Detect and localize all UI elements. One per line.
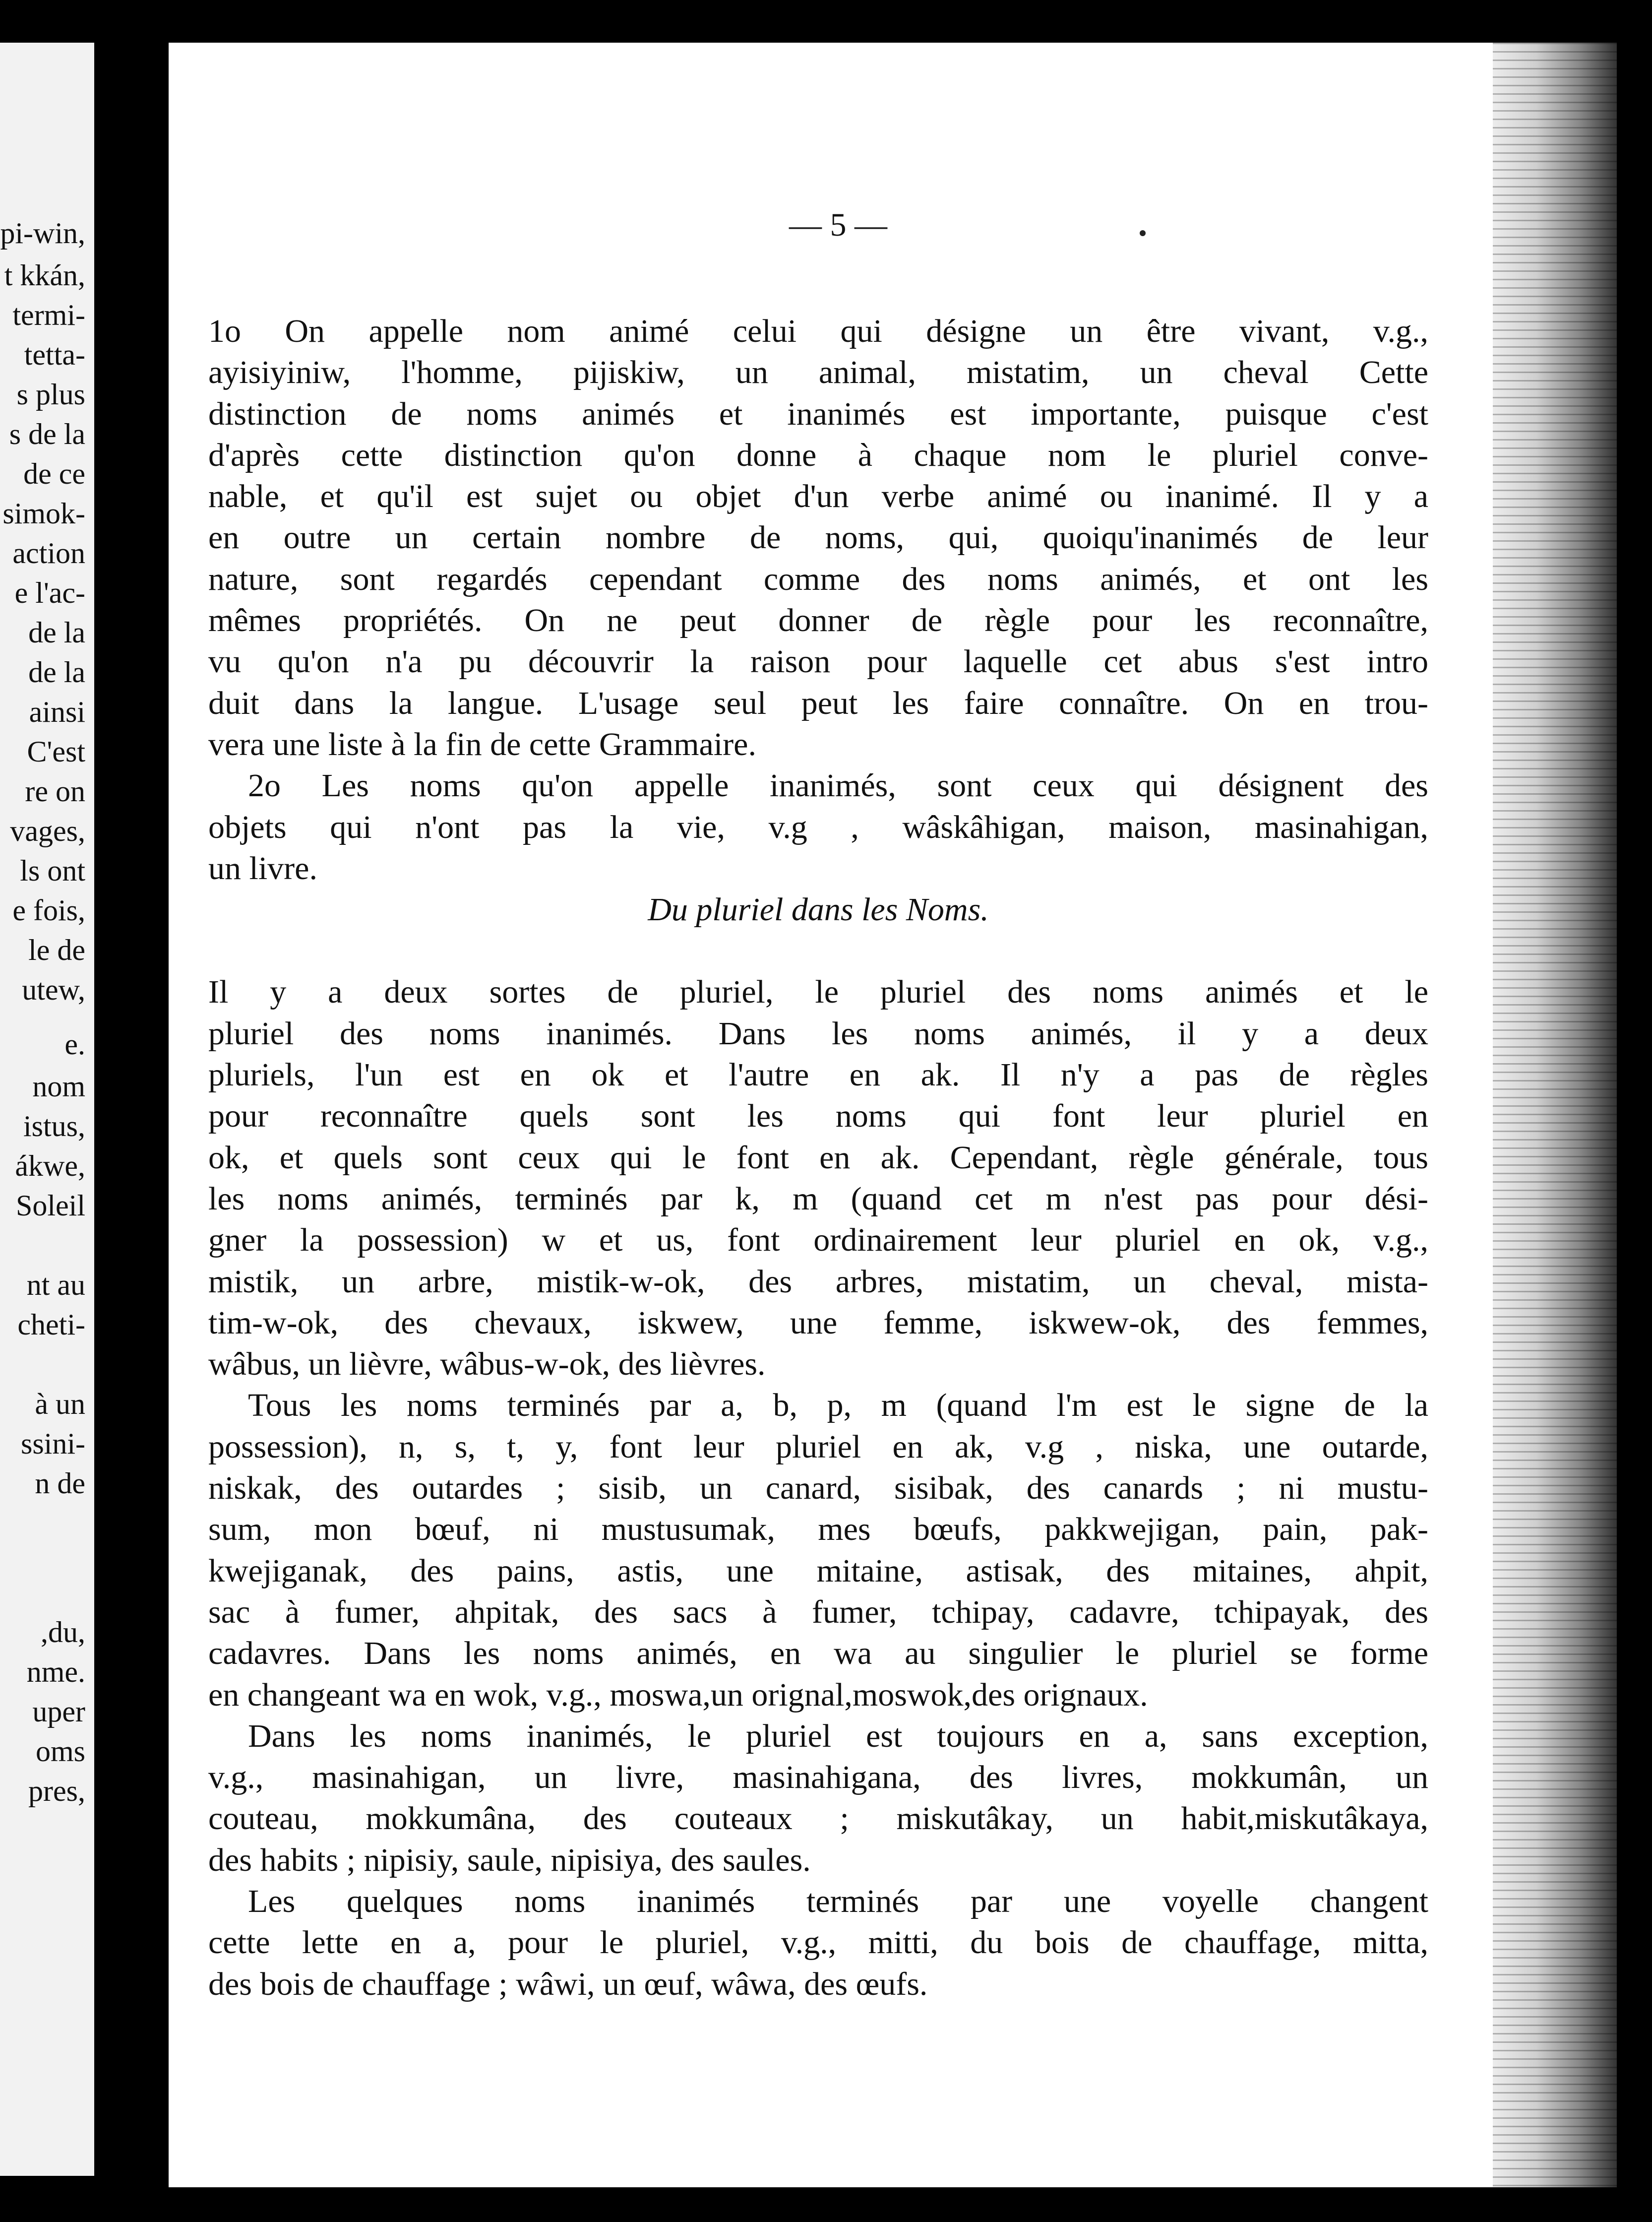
text-line: nable, et qu'il est sujet ou objet d'un verbe animé ou inanimé. Il y a [208, 478, 1428, 515]
left-page-text-fragment: de ce [23, 457, 85, 490]
left-page-text-fragment: pi-win, [0, 217, 85, 250]
paragraph-plural-inanimate [208, 1715, 1428, 1881]
text-line: 1o On appelle nom animé celui qui désigne un être vivant, v.g., [208, 313, 1428, 349]
left-page-text-fragment: de la [28, 616, 85, 649]
left-page-text-fragment: le de [28, 934, 85, 966]
text-line: en changeant wa en wok, v.g., moswa,un orignal,moswok,des orignaux. [208, 1676, 1148, 1713]
left-page-text-fragment: à un [35, 1388, 85, 1420]
text-line: vera une liste à la fin de cette Grammaire. [208, 726, 756, 762]
left-page-text-fragment: C'est [27, 735, 85, 768]
left-page-text-fragment: oms [35, 1735, 85, 1768]
left-page-text-fragment: nom [32, 1070, 85, 1103]
text-line: gner la possession) w et us, font ordinairement leur pluriel en ok, v.g., [208, 1222, 1428, 1259]
paragraph-animate [208, 311, 1428, 765]
left-page-text-fragment: n de [35, 1467, 85, 1500]
text-line: d'après cette distinction qu'on donne à chaque nom le pluriel conve- [208, 437, 1428, 473]
left-page-text-fragment: utew, [22, 973, 85, 1006]
text-line: wâbus, un lièvre, wâbus-w-ok, des lièvres. [208, 1346, 766, 1383]
book-gutter [94, 0, 169, 2222]
text-line: distinction de noms animés et inanimés est importante, puisque c'est [208, 395, 1428, 432]
left-page-text-fragment: e fois, [12, 894, 85, 927]
text-line: un livre. [208, 850, 317, 887]
text-line: des bois de chauffage ; wâwi, un œuf, wâwa, des œufs. [208, 1966, 928, 2002]
text-line: les noms animés, terminés par k, m (quand cet m n'est pas pour dési- [208, 1180, 1428, 1217]
left-page-text-fragment: istus, [23, 1110, 85, 1143]
body-text [208, 311, 1428, 2005]
text-line: pluriels, l'un est en ok et l'autre en ak. Il n'y a pas de règles [208, 1057, 1428, 1093]
left-page-text-fragment: Soleil [15, 1189, 85, 1222]
text-line: possession), n, s, t, y, font leur pluriel en ak, v.g , niska, une outarde, [208, 1428, 1428, 1465]
left-page-text-fragment: ainsi [29, 696, 85, 728]
left-page-text-fragment: termi- [12, 299, 85, 331]
text-line: 2o Les noms qu'on appelle inanimés, sont ceux qui désignent des [248, 767, 1428, 804]
left-page-text-fragment: s de la [9, 418, 85, 450]
left-page-text-fragment: ssini- [20, 1427, 85, 1460]
left-page-text-fragment: e. [64, 1028, 85, 1061]
stray-mark [1140, 230, 1146, 236]
text-line: en outre un certain nombre de noms, qui, quoiqu'inanimés de leur [208, 519, 1428, 556]
text-line: mêmes propriétés. On ne peut donner de règle pour les reconnaître, [208, 602, 1428, 639]
text-line: Il y a deux sortes de pluriel, le pluriel des noms animés et le [208, 974, 1428, 1011]
left-page-text-fragment: action [12, 537, 85, 570]
text-line: cadavres. Dans les noms animés, en wa au singulier le pluriel se forme [208, 1635, 1428, 1672]
left-page-text-fragment: t kkán, [4, 259, 85, 292]
section-heading: Du pluriel dans les Noms. [648, 891, 989, 928]
left-page-text-fragment: de la [28, 656, 85, 689]
left-page-text-fragment: pres, [28, 1775, 85, 1807]
text-line: Dans les noms inanimés, le pluriel est toujours en a, sans exception, [248, 1717, 1428, 1754]
left-page-text-fragment: cheti- [17, 1308, 85, 1341]
text-line: ok, et quels sont ceux qui le font en ak. Cependant, règle générale, tous [208, 1139, 1428, 1176]
paragraph-plural-ak [208, 1385, 1428, 1715]
text-line: Tous les noms terminés par a, b, p, m (quand l'm est le signe de la [248, 1387, 1428, 1424]
left-page-text-fragment: tetta- [24, 338, 85, 371]
text-line: objets qui n'ont pas la vie, v.g , wâskâhigan, maison, masinahigan, [208, 809, 1428, 845]
paragraph-plural-types [208, 971, 1428, 1385]
left-page-text-fragment: ,du, [41, 1616, 85, 1649]
paragraph-vowel-ending [208, 1881, 1428, 2005]
right-page-edge [1493, 43, 1617, 2187]
text-line: kwejiganak, des pains, astis, une mitaine, astisak, des mitaines, ahpit, [208, 1552, 1428, 1589]
text-line: des habits ; nipisiy, saule, nipisiya, des saules. [208, 1841, 811, 1878]
text-line: couteau, mokkumâna, des couteaux ; miskutâkay, un habit,miskutâkaya, [208, 1800, 1428, 1837]
left-page-text-fragment: vages, [10, 815, 85, 847]
text-line: niskak, des outardes ; sisib, un canard, sisibak, des canards ; ni mustu- [208, 1470, 1428, 1507]
page [169, 43, 1493, 2187]
left-page-text-fragment: s plus [16, 378, 85, 411]
left-page-text-fragment: uper [32, 1695, 85, 1728]
text-line: Les quelques noms inanimés terminés par une voyelle changent [248, 1883, 1428, 1919]
paragraph-inanimate [208, 765, 1428, 889]
left-page-text-fragment: nt au [26, 1269, 85, 1301]
left-page-text-fragment: ls ont [20, 854, 85, 887]
left-page-text-fragment: re on [25, 775, 85, 808]
text-line: duit dans la langue. L'usage seul peut les faire connaître. On en trou- [208, 685, 1428, 721]
text-line: sum, mon bœuf, ni mustusumak, mes bœufs, pakkwejigan, pain, pak- [208, 1511, 1428, 1548]
text-line: cette lette en a, pour le pluriel, v.g., mitti, du bois de chauffage, mitta, [208, 1924, 1428, 1961]
text-line: tim-w-ok, des chevaux, iskwew, une femme, iskwew-ok, des femmes, [208, 1304, 1428, 1341]
text-line: vu qu'on n'a pu découvrir la raison pour laquelle cet abus s'est intro [208, 643, 1428, 680]
left-page-text-fragment: e l'ac- [14, 576, 85, 609]
left-page-edge [0, 43, 94, 2176]
text-line: nature, sont regardés cependant comme des noms animés, et ont les [208, 561, 1428, 597]
text-line: mistik, un arbre, mistik-w-ok, des arbres, mistatim, un cheval, mista- [208, 1263, 1428, 1300]
page-number: — 5 — [789, 207, 887, 243]
left-page-text-fragment: ákwe, [15, 1149, 85, 1182]
left-page-text-fragment: simok- [2, 497, 85, 530]
left-page-text-fragment: nme. [26, 1655, 85, 1688]
text-line: pour reconnaître quels sont les noms qui font leur pluriel en [208, 1098, 1428, 1135]
text-line: v.g., masinahigan, un livre, masinahigana, des livres, mokkumân, un [208, 1759, 1428, 1796]
text-line: ayisiyiniw, l'homme, pijiskiw, un animal, mistatim, un cheval Cette [208, 354, 1428, 391]
text-line: pluriel des noms inanimés. Dans les noms animés, il y a deux [208, 1015, 1428, 1052]
text-line: sac à fumer, ahpitak, des sacs à fumer, tchipay, cadavre, tchipayak, des [208, 1593, 1428, 1630]
